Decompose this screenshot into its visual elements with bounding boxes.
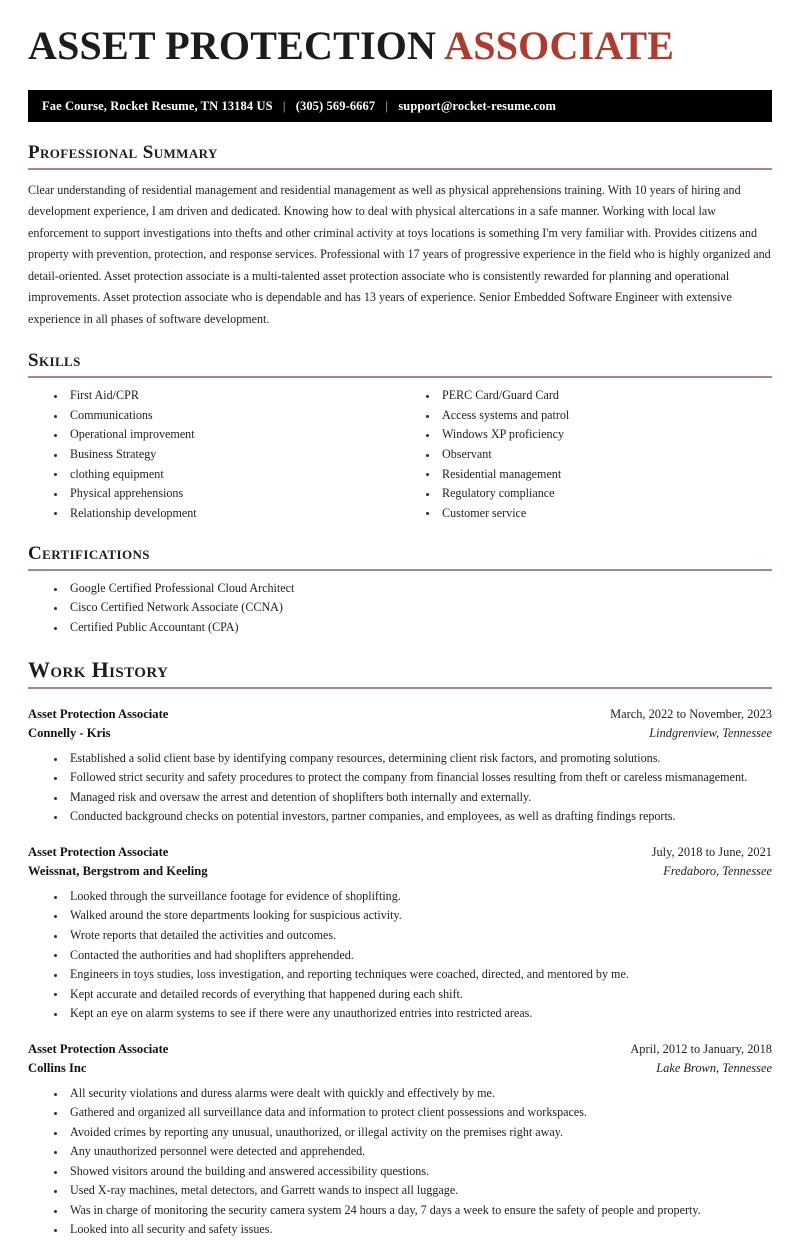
skills-column-left xyxy=(28,384,400,523)
list-item: Followed strict security and safety procedures to protect the company from financial losses resulting from theft or careless mismanagement. xyxy=(54,768,772,788)
list-item: Observant xyxy=(426,445,772,465)
list-item: Customer service xyxy=(426,503,772,523)
section-work-history xyxy=(28,657,772,1239)
list-item: First Aid/CPR xyxy=(54,386,400,406)
contact-email[interactable]: support@rocket-resume.com xyxy=(398,98,557,113)
list-item: Conducted background checks on potential investors, partner companies, and employees, as well as drafting findings reports. xyxy=(54,807,772,827)
list-item: Avoided crimes by reporting any unusual, unauthorized, or illegal activity on the premises right away. xyxy=(54,1123,772,1143)
list-item: Cisco Certified Network Associate (CCNA) xyxy=(54,598,772,618)
list-item: Walked around the store departments looking for suspicious activity. xyxy=(54,906,772,926)
list-item: Business Strategy xyxy=(54,445,400,465)
certifications-list xyxy=(28,579,772,638)
list-item: Operational improvement xyxy=(54,425,400,445)
contact-separator-2: | xyxy=(385,98,389,113)
work-history-entry xyxy=(28,843,772,1024)
work-history-entry xyxy=(28,1040,772,1240)
list-item: Windows XP proficiency xyxy=(426,425,772,445)
summary-paragraph: Clear understanding of residential management and residential management as well as physical apprehensions training. With 10 years of hiring and development experience, I am driven and dedicated. Knowing how to deal with physical altercations in a safe manner. Working with local law enforcement to support investigations into thefts and other criminal activity at toys locations is something I'm very familiar with. Provides citizens and property with prevention, protection, and response services. Professional with 17 years of progressive experience in the field who is highly organized and detail-oriented. Asset protection associate is a multi-talented asset protection associate who is consistently rewarded for planning and operational improvements. Asset protection associate who is dependable and has 13 years of experience. Senior Embedded Software Engineer with extensive experience in all phases of software development. xyxy=(28,182,771,326)
job-dates: July, 2018 to June, 2021 xyxy=(651,844,772,859)
list-item: Communications xyxy=(54,406,400,426)
job-location: Lindgrenview, Tennessee xyxy=(649,725,772,740)
section-divider xyxy=(28,168,772,170)
job-company: Connelly - Kris xyxy=(28,725,111,740)
name-primary: ASSET PROTECTION xyxy=(28,23,437,68)
skills-columns xyxy=(28,384,772,523)
work-history-entry xyxy=(28,705,772,827)
list-item: Kept accurate and detailed records of everything that happened during each shift. xyxy=(54,984,772,1004)
page-title xyxy=(28,0,772,66)
list-item: Google Certified Professional Cloud Architect xyxy=(54,579,772,599)
section-divider xyxy=(28,569,772,571)
list-item: Any unauthorized personnel were detected and apprehended. xyxy=(54,1142,772,1162)
list-item: clothing equipment xyxy=(54,464,400,484)
list-item: Established a solid client base by identifying company resources, determining client risk factors, and promoting solutions. xyxy=(54,749,772,769)
job-location: Lake Brown, Tennessee xyxy=(656,1060,772,1075)
job-company-row xyxy=(28,862,772,881)
job-company-row xyxy=(28,724,772,743)
list-item: Gathered and organized all surveillance data and information to protect client possessions and workspaces. xyxy=(54,1103,772,1123)
job-company: Weissnat, Bergstrom and Keeling xyxy=(28,863,208,878)
list-item: Engineers in toys studies, loss investigation, and reporting techniques were coached, directed, and mentored by me. xyxy=(54,965,772,985)
section-certifications xyxy=(28,543,772,637)
list-item: Looked into all security and safety issues. xyxy=(54,1220,772,1240)
section-heading-skills: Skills xyxy=(28,350,81,372)
contact-bar xyxy=(28,90,772,122)
job-title: Asset Protection Associate xyxy=(28,706,169,721)
list-item: Contacted the authorities and had shoplifters apprehended. xyxy=(54,945,772,965)
section-heading-certifications: Certifications xyxy=(28,543,150,565)
list-item: Looked through the surveillance footage for evidence of shoplifting. xyxy=(54,887,772,907)
contact-address: Fae Course, Rocket Resume, TN 13184 US xyxy=(42,98,273,113)
job-location: Fredaboro, Tennessee xyxy=(663,863,772,878)
list-item: Access systems and patrol xyxy=(426,406,772,426)
job-responsibilities xyxy=(28,1084,772,1240)
list-item: All security violations and duress alarms were dealt with quickly and effectively by me. xyxy=(54,1084,772,1104)
job-company: Collins Inc xyxy=(28,1060,87,1075)
job-title-row xyxy=(28,705,772,724)
job-dates: April, 2012 to January, 2018 xyxy=(630,1041,772,1056)
job-title: Asset Protection Associate xyxy=(28,1041,169,1056)
contact-separator-1: | xyxy=(282,98,286,113)
job-responsibilities xyxy=(28,887,772,1024)
list-item: Managed risk and oversaw the arrest and detention of shoplifters both internally and externally. xyxy=(54,788,772,808)
section-professional-summary xyxy=(28,142,772,330)
list-item: Certified Public Accountant (CPA) xyxy=(54,618,772,638)
skills-list-left xyxy=(28,386,400,523)
list-item: Residential management xyxy=(426,464,772,484)
section-heading-summary: Professional Summary xyxy=(28,142,218,163)
job-company-row xyxy=(28,1059,772,1078)
job-title: Asset Protection Associate xyxy=(28,844,169,859)
list-item: Regulatory compliance xyxy=(426,484,772,504)
job-responsibilities xyxy=(28,749,772,827)
section-divider xyxy=(28,687,772,689)
list-item: Was in charge of monitoring the security camera system 24 hours a day, 7 days a week to ensure the safety of people and property. xyxy=(54,1201,772,1221)
list-item: Showed visitors around the building and answered accessibility questions. xyxy=(54,1162,772,1182)
contact-line xyxy=(42,99,556,114)
list-item: PERC Card/Guard Card xyxy=(426,386,772,406)
skills-column-right xyxy=(400,384,772,523)
name-accent: ASSOCIATE xyxy=(444,23,675,68)
section-heading-work-history: Work History xyxy=(28,657,169,683)
job-dates: March, 2022 to November, 2023 xyxy=(610,706,772,721)
section-divider xyxy=(28,376,772,378)
list-item: Physical apprehensions xyxy=(54,484,400,504)
job-title-row xyxy=(28,843,772,862)
contact-phone: (305) 569-6667 xyxy=(295,98,376,113)
list-item: Used X-ray machines, metal detectors, and Garrett wands to inspect all luggage. xyxy=(54,1181,772,1201)
list-item: Kept an eye on alarm systems to see if there were any unauthorized entries into restricted areas. xyxy=(54,1004,772,1024)
job-title-row xyxy=(28,1040,772,1059)
list-item: Relationship development xyxy=(54,503,400,523)
list-item: Wrote reports that detailed the activities and outcomes. xyxy=(54,926,772,946)
section-skills xyxy=(28,350,772,523)
skills-list-right xyxy=(400,386,772,523)
